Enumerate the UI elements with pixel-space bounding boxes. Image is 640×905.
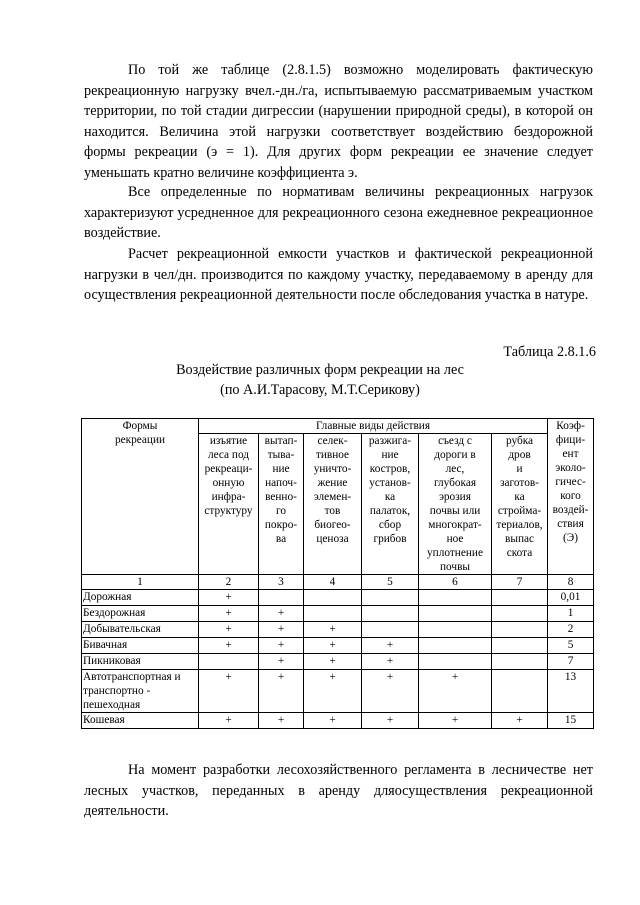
row-action-mark xyxy=(362,590,419,606)
row-action-mark: + xyxy=(199,606,259,622)
row-action-mark xyxy=(304,590,362,606)
row-action-mark: + xyxy=(259,606,304,622)
row-action-mark: + xyxy=(304,713,362,729)
row-form-name: Автотранспортная и транспортно - пешеходная xyxy=(82,670,199,713)
row-form-name: Добывательская xyxy=(82,622,199,638)
row-action-mark xyxy=(419,590,492,606)
row-coefficient: 0,01 xyxy=(548,590,594,606)
column-number: 7 xyxy=(492,575,548,590)
table-row xyxy=(82,622,594,638)
row-action-mark: + xyxy=(199,638,259,654)
header-action: разжига- ние костров, установ- ка палаток, сбор грибов xyxy=(362,434,419,575)
column-number: 6 xyxy=(419,575,492,590)
row-action-mark: + xyxy=(492,713,548,729)
row-coefficient: 15 xyxy=(548,713,594,729)
header-coefficient: Коэф- фици- ент эколо- гичес- кого воздей- ствия (Э) xyxy=(548,419,594,575)
paragraph-1: По той же таблице (2.8.1.5) возможно моделировать фактическую рекреационную нагрузку вчел.-дн./га, испытываемую рассматриваемым участком территории, по той стадии дигрессии (нарушении природной среды), в которой он находится. Величина этой нагрузки соответствует воздействию бездорожной формы рекреации (э = 1). Для других форм рекреации ее значение следует уменьшать кратно величине коэффициента э. xyxy=(84,62,593,181)
table-subtitle: (по А.И.Тарасову, М.Т.Серикову) xyxy=(220,382,420,398)
table-row xyxy=(82,638,594,654)
row-form-name: Пикниковая xyxy=(82,654,199,670)
row-action-mark xyxy=(419,638,492,654)
column-number: 1 xyxy=(82,575,199,590)
row-action-mark xyxy=(419,622,492,638)
table-title: Воздействие различных форм рекреации на лес xyxy=(176,362,464,378)
table-row xyxy=(82,590,594,606)
table-row xyxy=(82,606,594,622)
row-action-mark: + xyxy=(419,713,492,729)
row-action-mark xyxy=(304,606,362,622)
row-action-mark: + xyxy=(362,638,419,654)
table-row xyxy=(82,670,594,713)
row-form-name: Бездорожная xyxy=(82,606,199,622)
table-row xyxy=(82,713,594,729)
column-number-row xyxy=(82,575,594,590)
header-action: изъятие леса под рекреаци- онную инфра- структуру xyxy=(199,434,259,575)
row-action-mark xyxy=(492,590,548,606)
row-action-mark: + xyxy=(199,622,259,638)
row-action-mark xyxy=(492,622,548,638)
row-action-mark xyxy=(259,590,304,606)
row-action-mark xyxy=(199,654,259,670)
row-action-mark: + xyxy=(259,654,304,670)
row-action-mark: + xyxy=(259,622,304,638)
column-number: 2 xyxy=(199,575,259,590)
row-action-mark xyxy=(362,606,419,622)
header-main-actions: Главные виды действия xyxy=(199,419,548,434)
row-action-mark: + xyxy=(304,654,362,670)
row-action-mark xyxy=(492,654,548,670)
row-action-mark: + xyxy=(362,654,419,670)
row-action-mark: + xyxy=(419,670,492,713)
row-action-mark: + xyxy=(199,670,259,713)
row-coefficient: 7 xyxy=(548,654,594,670)
row-action-mark: + xyxy=(199,590,259,606)
row-action-mark xyxy=(492,638,548,654)
paragraph-2: Все определенные по нормативам величины рекреационных нагрузок характеризуют усредненное для рекреационного сезона ежедневное рекреационное воздействие. xyxy=(84,184,593,241)
row-action-mark xyxy=(419,606,492,622)
table-number: Таблица 2.8.1.6 xyxy=(503,344,596,360)
row-coefficient: 13 xyxy=(548,670,594,713)
header-row-1 xyxy=(82,419,594,434)
row-action-mark xyxy=(492,606,548,622)
column-number: 5 xyxy=(362,575,419,590)
row-coefficient: 2 xyxy=(548,622,594,638)
row-action-mark xyxy=(419,654,492,670)
row-coefficient: 5 xyxy=(548,638,594,654)
header-action: рубка дров и заготов- ка стройма- териалов, выпас скота xyxy=(492,434,548,575)
row-action-mark xyxy=(492,670,548,713)
row-action-mark: + xyxy=(362,670,419,713)
table-row xyxy=(82,654,594,670)
row-action-mark: + xyxy=(199,713,259,729)
row-action-mark: + xyxy=(304,622,362,638)
paragraph-3: Расчет рекреационной емкости участков и фактической рекреационной нагрузки в чел/дн. производится по каждому участку, передаваемому в аренду для осуществления рекреационной деятельности после обследования участка в натуре. xyxy=(84,246,593,303)
column-number: 8 xyxy=(548,575,594,590)
row-form-name: Бивачная xyxy=(82,638,199,654)
row-action-mark: + xyxy=(362,713,419,729)
recreation-impact-table xyxy=(81,418,594,729)
row-action-mark: + xyxy=(304,638,362,654)
paragraph-4: На момент разработки лесохозяйственного регламента в лесничестве нет лесных участков, переданных в аренду дляосуществления рекреационной деятельности. xyxy=(84,762,593,819)
header-action: вытап- тыва- ние напоч- венно- го покро- ва xyxy=(259,434,304,575)
header-action: селек- тивное уничто- жение элемен- тов биогео- ценоза xyxy=(304,434,362,575)
row-action-mark: + xyxy=(304,670,362,713)
row-action-mark xyxy=(362,622,419,638)
header-action: съезд с дороги в лес, глубокая эрозия почвы или многократ- ное уплотнение почвы xyxy=(419,434,492,575)
row-action-mark: + xyxy=(259,638,304,654)
row-action-mark: + xyxy=(259,713,304,729)
column-number: 3 xyxy=(259,575,304,590)
row-form-name: Дорожная xyxy=(82,590,199,606)
column-number: 4 xyxy=(304,575,362,590)
row-coefficient: 1 xyxy=(548,606,594,622)
row-form-name: Кошевая xyxy=(82,713,199,729)
row-action-mark: + xyxy=(259,670,304,713)
header-forms: Формы рекреации xyxy=(82,419,199,575)
